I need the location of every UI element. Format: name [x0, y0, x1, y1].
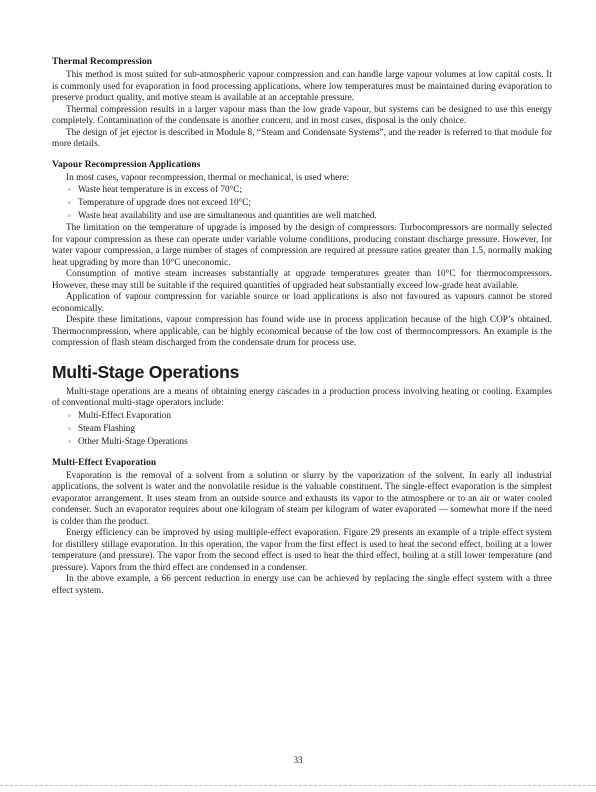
bullet-icon: ◦	[68, 423, 71, 433]
paragraph: Application of vapour compression for variable source or load applications is also not favoured as vapours cannot be stored economically.	[52, 291, 552, 313]
bullet-list	[52, 409, 552, 448]
list-item: ◦ Other Multi-Stage Operations	[68, 435, 188, 446]
paragraph: The limitation on the temperature of upgrade is imposed by the design of compressors. Turbocompressors are normally selected for vapour compression as these can operate under variable volume conditions, producing constant discharge pressure. However, for water vapour compression, a large number of stages of compression are required at pressure ratios greater than 1.5, normally making heat upgrading by more than 10°C uneconomic.	[52, 222, 552, 267]
list-item: ◦ Temperature of upgrade does not exceed 10°C;	[68, 197, 251, 207]
paragraph: In most cases, vapour recompression, thermal or mechanical, is used where:	[66, 171, 350, 182]
list-item: ◦ Waste heat temperature is in excess of 70°C;	[68, 184, 242, 194]
paragraph: Thermal compression results in a larger vapour mass than the low grade vapour, but systems can be designed to use this energy completely. Contamination of the condensate is another concern, and in most cases, disposal is the only choice.	[52, 103, 552, 125]
paragraph: Consumption of motive steam increases substantially at upgrade temperatures greater than 10°C for thermocompressors. However, these may still be suitable if the required quantities of upgraded heat substantially exceed low-grade heat available.	[52, 268, 552, 290]
paragraph: Energy efficiency can be improved by using multiple-effect evaporation. Figure 29 presents an example of a triple effect system for distillery stillage evaporation. In this operation, the vapor from the first effect is used to heat the second effect, boiling at a lower temperature (and pressure). The vapor from the second effect is used to heat the third effect, boiling at a still lower temperature (and pressure). Vapors from the third effect are condensed in a condenser.	[52, 527, 552, 572]
document-page	[52, 56, 552, 596]
bullet-list	[52, 183, 552, 222]
list-item: ◦ Steam Flashing	[68, 422, 135, 433]
paragraph: This method is most suited for sub-atmospheric vapour compression and can handle large vapour volumes at low capital costs. It is commonly used for evaporation in food processing applications, where low temperatures must be maintained during evaporation to preserve product quality, and motive steam is available at an acceptable pressure.	[52, 69, 552, 102]
bullet-icon: ◦	[68, 185, 71, 194]
paragraph: In the above example, a 66 percent reduction in energy use can be achieved by replacing the single effect system with a three effect system.	[52, 573, 552, 595]
paragraph: Multi-stage operations are a means of obtaining energy cascades in a production process involving heating or cooling. Examples of conventional multi-stage operators include:	[52, 385, 552, 407]
bullet-icon: ◦	[68, 410, 71, 420]
list-item: ◦ Multi-Effect Evaporation	[68, 409, 171, 420]
section-heading-thermal-recompression: Thermal Recompression	[52, 57, 153, 67]
footer-divider	[0, 785, 596, 786]
paragraph: The design of jet ejector is described in Module 8, “Steam and Condensate Systems”, and the reader is referred to that module for more details.	[52, 126, 552, 148]
paragraph: Evaporation is the removal of a solvent from a solution or slurry by the vaporization of the solvent. In early all industrial applications, the solvent is water and the nonvolatile residue is the valuable constituent. The single-effect evaporation is the simplest evaporator arrangement. It uses steam from an outside source and exhausts its vapor to the atmosphere or to an air or water cooled condenser. Such an evaporator requires about one kilogram of steam per kilogram of water evaporated — somewhat more if the need is colder than the product.	[52, 469, 552, 526]
paragraph: Despite these limitations, vapour compression has found wide use in process application because of the high COP’s obtained. Thermocompression, where applicable, can be highly economical because of the low cost of thermocompressors. An example is the compression of flash steam discharged from the condensate drum for process use.	[52, 314, 552, 347]
bullet-icon: ◦	[68, 211, 71, 220]
list-item: ◦ Waste heat availability and use are simultaneous and quantities are well matched.	[68, 210, 377, 220]
section-title-multi-stage-operations: Multi-Stage Operations	[52, 361, 240, 382]
section-heading-multi-effect-evaporation: Multi-Effect Evaporation	[52, 457, 157, 468]
bullet-icon: ◦	[68, 436, 71, 446]
bullet-icon: ◦	[68, 198, 71, 207]
page-number: 33	[293, 755, 303, 765]
section-heading-vapour-recompression-applications: Vapour Recompression Applications	[52, 159, 201, 170]
